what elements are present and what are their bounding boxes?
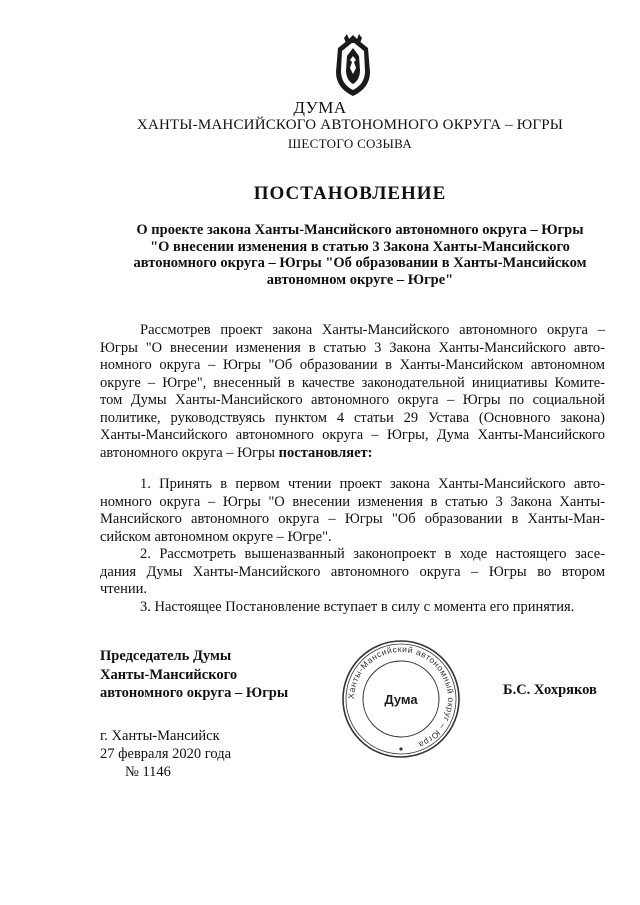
decree-items <box>100 476 605 616</box>
preamble-line: Рассмотрев проект закона Ханты-Мансийского автономного округа – <box>140 322 605 338</box>
signer-title-line: автономного округа – Югры <box>100 685 289 701</box>
document-type: ПОСТАНОВЛЕНИЕ <box>253 183 447 204</box>
preamble-line: Ханты-Мансийского автономного округа – Югры, Дума Ханты-Мансийского <box>100 427 605 443</box>
preamble-line: том Думы Ханты-Мансийского автономного округа – Югры по социальной <box>100 392 605 408</box>
preamble-line: номного округа – Югры "Об образовании в Ханты-Мансийском автономном <box>100 357 605 373</box>
document-number: № 1146 <box>125 764 171 780</box>
signer-title-line: Ханты-Мансийского <box>100 666 238 683</box>
item-line: чтении. <box>100 581 147 597</box>
item-line: 2. Рассмотреть вышеназванный законопроект в ходе настоящего засе- <box>140 546 605 562</box>
place: г. Ханты-Мансийск <box>100 728 220 744</box>
place-and-date <box>100 727 231 781</box>
subject-line: О проекте закона Ханты-Мансийского автономного округа – Югры <box>136 222 584 238</box>
coat-of-arms-icon <box>330 34 376 98</box>
item-line: номного округа – Югры "О внесении изменения в статью 3 Закона Ханты- <box>100 493 605 510</box>
document-subject <box>120 222 600 288</box>
signer-title <box>100 647 320 703</box>
item-line: сийском автономном округе – Югре". <box>100 528 332 545</box>
decree-word: постановляет: <box>278 444 373 461</box>
preamble-line: автономного округа – Югры <box>100 444 276 461</box>
stamp-ring-text: Ханты-Мансийский автономный округ – Югра <box>345 643 457 751</box>
item-line: Мансийского автономного округа – Югры "Об образовании в Ханты-Ман- <box>100 511 605 527</box>
preamble-line: Югры "О внесении изменения в статью 3 Закона Ханты-Мансийского авто- <box>100 339 605 356</box>
preamble-last-line <box>100 445 605 463</box>
official-stamp <box>340 638 462 760</box>
signer-name: Б.С. Хохряков <box>503 682 597 698</box>
org-region: ХАНТЫ-МАНСИЙСКОГО АВТОНОМНОГО ОКРУГА – ЮГРЫ <box>136 117 564 133</box>
org-name: ДУМА <box>293 98 347 117</box>
date: 27 февраля 2020 года <box>100 746 232 762</box>
item-line: 1. Принять в первом чтении проект закона Ханты-Мансийского авто- <box>140 476 605 492</box>
subject-line: автономном округе – Югре" <box>266 271 454 288</box>
subject-line: автономного округа – Югры "Об образовании в Ханты-Мансийском <box>133 255 587 271</box>
org-convocation: ШЕСТОГО СОЗЫВА <box>287 136 413 151</box>
preamble-line: политике, руководствуясь пунктом 4 статьи 29 Устава (Основного закона) <box>100 409 605 426</box>
preamble-paragraph <box>100 322 605 462</box>
item-line: 3. Настоящее Постановление вступает в силу с момента его принятия. <box>140 598 575 615</box>
preamble-line: округе – Югре", внесенный в качестве законодательной инициативы Комите- <box>100 374 605 391</box>
subject-line: "О внесении изменения в статью 3 Закона Ханты-Мансийского <box>150 238 570 255</box>
item-line: дания Думы Ханты-Мансийского автономного округа – Югры во втором <box>100 563 605 580</box>
signer-title-line: Председатель Думы <box>100 648 232 664</box>
stamp-center-text: Дума <box>384 692 418 707</box>
